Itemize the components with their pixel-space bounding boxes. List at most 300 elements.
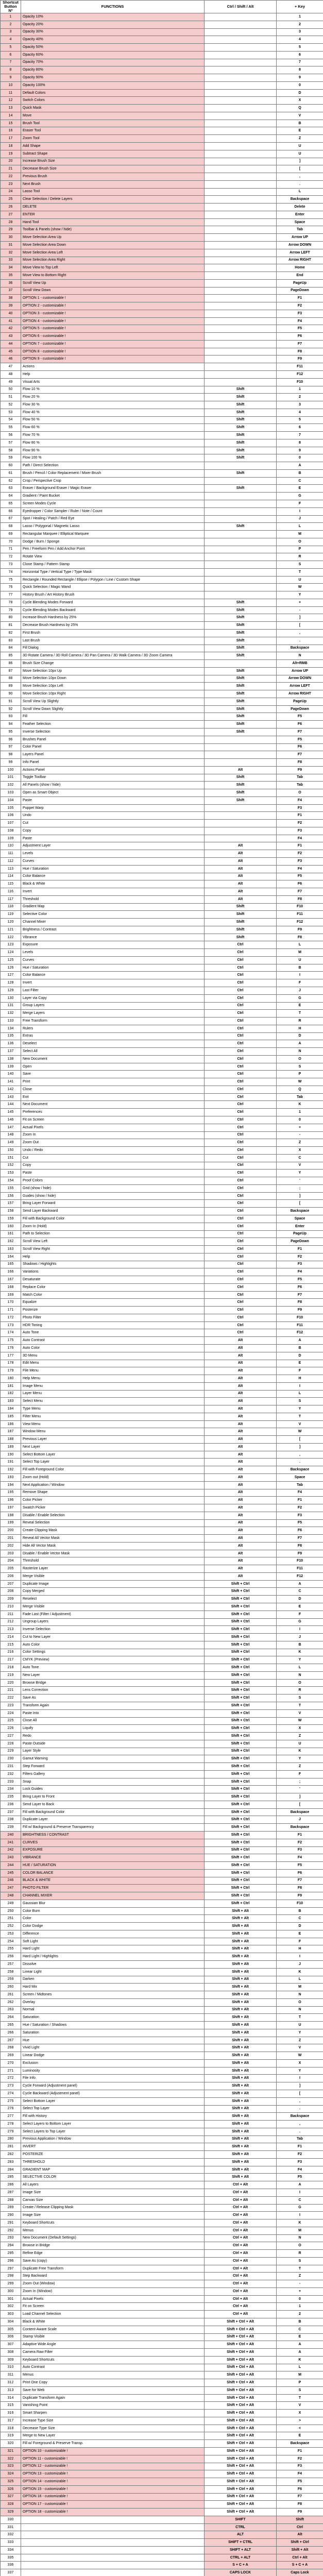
row-number: 60 [1, 462, 21, 470]
row-modifier: Shift + Ctrl [205, 1694, 277, 1702]
row-function: Create Clipping Mask [21, 1527, 205, 1535]
row-key: R [277, 1018, 323, 1025]
row-modifier: Shift [205, 386, 277, 394]
row-modifier: Shift + Alt [205, 1938, 277, 1945]
row-number: 143 [1, 1093, 21, 1101]
table-row [1, 2189, 323, 2196]
row-modifier: CTRL + ALT [205, 2554, 277, 2562]
row-function: Select Bottom Layer [21, 1451, 205, 1459]
row-key: 4 [277, 36, 323, 44]
table-row [1, 1527, 323, 1535]
row-key: PageUp [277, 698, 323, 705]
row-function: Color Balance [21, 873, 205, 880]
row-number: 61 [1, 469, 21, 477]
row-function: Linear Dodge [21, 2052, 205, 2060]
row-function: OPTION 17 - customizable ! [21, 2501, 205, 2509]
table-row [1, 1253, 323, 1261]
table-row [1, 97, 323, 105]
row-number: 64 [1, 493, 21, 500]
row-number: 11 [1, 89, 21, 97]
row-number: 109 [1, 835, 21, 842]
row-function: Fill Dialog [21, 645, 205, 652]
row-modifier: Shift + Ctrl [205, 1603, 277, 1611]
row-modifier: Alt [205, 1451, 277, 1459]
row-number: 126 [1, 964, 21, 972]
table-row [1, 2356, 323, 2364]
row-function: Lasso Tool [21, 188, 205, 196]
row-function: Move Selection Area Down [21, 241, 205, 249]
row-number: 203 [1, 1550, 21, 1557]
row-key: Z [277, 135, 323, 143]
table-row [1, 1321, 323, 1329]
row-function: Layer Style [21, 1748, 205, 1755]
row-modifier: Ctrl + Alt [205, 2311, 277, 2318]
row-number: 9 [1, 74, 21, 82]
row-function: CURVES [21, 1839, 205, 1846]
row-function: Window Menu [21, 1428, 205, 1436]
row-number: 168 [1, 1283, 21, 1291]
row-key: F4 [277, 865, 323, 873]
row-function: Reselect [21, 1596, 205, 1603]
table-row [1, 188, 323, 196]
row-key: E [277, 1603, 323, 1611]
row-key: Tab [277, 1093, 323, 1101]
row-function: Flow 10 % [21, 386, 205, 394]
row-modifier [205, 310, 277, 317]
row-modifier: Shift + Alt [205, 2174, 277, 2181]
row-modifier [205, 74, 277, 82]
row-function: Paste Outside [21, 1740, 205, 1748]
row-function: Overlay [21, 1998, 205, 2006]
table-row [1, 1671, 323, 1679]
table-row [1, 1459, 323, 1466]
table-row [1, 21, 323, 28]
row-number: 255 [1, 1945, 21, 1953]
row-modifier: Shift + Ctrl [205, 1778, 277, 1786]
table-row [1, 1991, 323, 1999]
row-function: Select Layers to Bottom Layer [21, 2121, 205, 2128]
row-number: 277 [1, 2113, 21, 2121]
row-function: Zoom In (Hold) [21, 1223, 205, 1230]
row-number: 161 [1, 1230, 21, 1238]
row-number: 144 [1, 1101, 21, 1109]
row-key: F1 [277, 1497, 323, 1504]
row-key: Backspace [277, 1824, 323, 1832]
row-function: OPTION 8 - customizable ! [21, 348, 205, 355]
row-key: J [277, 1816, 323, 1824]
row-number: 322 [1, 2455, 21, 2463]
row-number: 152 [1, 1162, 21, 1170]
row-number: 8 [1, 66, 21, 74]
table-row [1, 926, 323, 934]
row-number: 253 [1, 1930, 21, 1938]
row-number: 150 [1, 1147, 21, 1155]
row-function: Duplicate Free Transform [21, 2265, 205, 2273]
row-key: F [277, 1367, 323, 1375]
row-number: 323 [1, 2463, 21, 2470]
row-function: Help [21, 1253, 205, 1261]
row-modifier: Shift + Alt [205, 2143, 277, 2151]
row-key: Backspace [277, 196, 323, 204]
row-key: F4 [277, 2166, 323, 2174]
row-key: [ [277, 165, 323, 173]
row-function: Print [21, 1078, 205, 1086]
row-modifier: Shift + Ctrl + Alt [205, 2402, 277, 2410]
row-number: 105 [1, 804, 21, 812]
row-function: Vanishing Point [21, 2402, 205, 2410]
row-key: F [277, 500, 323, 508]
row-modifier: Ctrl [205, 1230, 277, 1238]
row-modifier: Shift + Ctrl [205, 1709, 277, 1717]
row-key: Tab [277, 1481, 323, 1489]
row-modifier: Shift [205, 789, 277, 797]
table-row [1, 447, 323, 454]
table-row [1, 287, 323, 295]
row-function: Snap [21, 1778, 205, 1786]
row-key: J [277, 1634, 323, 1641]
row-modifier: Alt [205, 1382, 277, 1390]
row-function: Paste [21, 835, 205, 842]
row-modifier [205, 127, 277, 135]
row-number: 267 [1, 2037, 21, 2044]
table-row [1, 614, 323, 622]
row-number: 180 [1, 1375, 21, 1383]
row-number: 326 [1, 2485, 21, 2493]
row-modifier: Alt [205, 1428, 277, 1436]
row-number: 283 [1, 2158, 21, 2166]
row-number: 238 [1, 1816, 21, 1824]
row-key: Backspace [277, 1466, 323, 1474]
row-function: Next Layer [21, 1443, 205, 1451]
row-key: 5 [277, 416, 323, 424]
row-function: Toggle Toolbar [21, 774, 205, 782]
row-number: 78 [1, 599, 21, 606]
row-number: 15 [1, 120, 21, 127]
row-modifier: Ctrl [205, 1101, 277, 1109]
row-function: Type Menu [21, 1405, 205, 1413]
row-number: 336 [1, 2562, 21, 2569]
row-number: 284 [1, 2166, 21, 2174]
row-function: Save for Web [21, 2386, 205, 2394]
row-key: F10 [277, 903, 323, 911]
row-modifier: Alt [205, 1550, 277, 1557]
row-function: Gaussian Blur [21, 1900, 205, 1907]
row-modifier: Shift + Ctrl [205, 1869, 277, 1877]
row-function: Variations [21, 1268, 205, 1276]
row-number: 68 [1, 523, 21, 531]
row-key: Ctrl [277, 2523, 323, 2531]
table-row [1, 211, 323, 218]
row-number: 96 [1, 736, 21, 743]
row-number: 7 [1, 59, 21, 66]
row-modifier: Alt [205, 1466, 277, 1474]
row-modifier: Alt [205, 1535, 277, 1543]
row-number: 56 [1, 432, 21, 439]
row-number: 63 [1, 485, 21, 493]
table-row [1, 2006, 323, 2014]
row-number: 132 [1, 1010, 21, 1018]
row-key: 3 [277, 28, 323, 36]
row-function: Brightness / Contrast [21, 926, 205, 934]
row-key: M [277, 531, 323, 538]
table-row [1, 2113, 323, 2121]
row-function: OPTION 5 - customizable ! [21, 325, 205, 333]
row-key: ' [277, 1177, 323, 1185]
row-modifier: Alt [205, 1557, 277, 1565]
row-key: O [277, 1679, 323, 1687]
row-key: Z [277, 1733, 323, 1740]
table-row [1, 1170, 323, 1177]
row-key: Backspace [277, 2440, 323, 2448]
row-modifier [205, 827, 277, 835]
row-key: I [277, 507, 323, 515]
row-modifier: SHIFT + CTRL [205, 2539, 277, 2547]
table-row [1, 911, 323, 919]
table-row [1, 667, 323, 675]
row-modifier: Ctrl + Alt [205, 2234, 277, 2242]
row-key: N [277, 652, 323, 660]
row-modifier: Shift + Ctrl + Alt [205, 2501, 277, 2509]
row-key: - [277, 1131, 323, 1139]
row-key: F3 [277, 2463, 323, 2470]
row-function: Filters Gallery [21, 1770, 205, 1778]
row-key: End [277, 272, 323, 280]
row-key: U [277, 150, 323, 158]
row-key: F4 [277, 1489, 323, 1497]
row-function: Vibrance [21, 934, 205, 941]
row-modifier [205, 59, 277, 66]
row-number: 147 [1, 1124, 21, 1131]
row-function: Redo [21, 1733, 205, 1740]
row-function: Zoom out (Hold) [21, 1474, 205, 1482]
row-function: Fill w/ Foreground & Preserve Transp. [21, 2440, 205, 2448]
row-function: Flow 100 % [21, 454, 205, 462]
row-function: Match Color [21, 1291, 205, 1299]
row-modifier: ALT [205, 2531, 277, 2539]
row-key: G [277, 994, 323, 1002]
row-number: 294 [1, 2242, 21, 2250]
row-key: ; [277, 1778, 323, 1786]
row-modifier: Shift [205, 934, 277, 941]
table-row [1, 1215, 323, 1223]
row-modifier: Shift + Ctrl [205, 1679, 277, 1687]
row-key: 9 [277, 74, 323, 82]
row-key: F10 [277, 1557, 323, 1565]
table-row [1, 370, 323, 378]
row-number: 80 [1, 614, 21, 622]
row-modifier [205, 279, 277, 287]
row-function: Color Burn [21, 1907, 205, 1915]
row-number: 24 [1, 188, 21, 196]
row-modifier: Shift [205, 637, 277, 645]
table-row [1, 645, 323, 652]
row-key: S [277, 1063, 323, 1071]
row-key: F10 [277, 1900, 323, 1907]
row-function: BLACK & WHITE [21, 1877, 205, 1885]
table-row [1, 2509, 323, 2516]
table-row [1, 2174, 323, 2181]
row-key: . [277, 2128, 323, 2136]
row-number: 206 [1, 1572, 21, 1580]
row-key: F3 [277, 1512, 323, 1519]
row-modifier: Shift [205, 774, 277, 782]
row-key: N [277, 2006, 323, 2014]
row-key: F8 [277, 1885, 323, 1892]
row-modifier: Shift + Ctrl + Alt [205, 2349, 277, 2357]
row-function: Opacity 60% [21, 51, 205, 59]
row-key: I [277, 2212, 323, 2219]
row-key: PageDown [277, 705, 323, 713]
table-row [1, 1413, 323, 1420]
row-function: Quick Selection / Magic Wand [21, 584, 205, 591]
row-modifier: Shift + Ctrl [205, 1618, 277, 1626]
row-key: O [277, 2242, 323, 2250]
row-function: EXPOSURE [21, 1846, 205, 1854]
row-modifier: Shift [205, 424, 277, 432]
row-function: Puppet Warp [21, 804, 205, 812]
row-function: Liquify [21, 1725, 205, 1733]
row-number: 76 [1, 584, 21, 591]
row-function: Path to Selection [21, 1230, 205, 1238]
table-row [1, 2303, 323, 2311]
table-row [1, 1717, 323, 1725]
table-row [1, 941, 323, 949]
row-function: Color [21, 1915, 205, 1923]
row-key: S [277, 561, 323, 569]
table-row [1, 1367, 323, 1375]
row-modifier: Alt [205, 1405, 277, 1413]
row-modifier: Ctrl [205, 1329, 277, 1337]
table-row [1, 523, 323, 531]
table-row [1, 1337, 323, 1345]
table-row [1, 660, 323, 668]
table-row [1, 2478, 323, 2486]
table-row [1, 1291, 323, 1299]
row-number: 67 [1, 515, 21, 523]
row-key: H [277, 1375, 323, 1383]
row-number: 19 [1, 150, 21, 158]
row-modifier: Shift + Alt [205, 1961, 277, 1969]
table-row [1, 2265, 323, 2273]
table-row [1, 127, 323, 135]
row-number: 226 [1, 1725, 21, 1733]
row-modifier [205, 226, 277, 234]
table-row [1, 310, 323, 317]
row-function: Cut to New Layer [21, 1634, 205, 1641]
row-number: 233 [1, 1778, 21, 1786]
row-function: File Info [21, 2075, 205, 2082]
row-number: 135 [1, 1032, 21, 1040]
row-number: 23 [1, 180, 21, 188]
row-key: F7 [277, 340, 323, 348]
row-key: 0 [277, 2295, 323, 2303]
row-modifier: Ctrl [205, 994, 277, 1002]
table-row [1, 568, 323, 576]
row-number: 115 [1, 880, 21, 888]
row-function: Actions Panel [21, 766, 205, 774]
row-modifier [205, 150, 277, 158]
row-function: Fill with Background Color [21, 1215, 205, 1223]
row-function: Fill w/ Background & Preserve Transparency [21, 1824, 205, 1832]
row-modifier [205, 751, 277, 759]
row-key: Y [277, 591, 323, 599]
row-key: 2 [277, 394, 323, 401]
row-number: 290 [1, 2212, 21, 2219]
row-number: 321 [1, 2448, 21, 2455]
row-modifier [205, 36, 277, 44]
row-number: 3 [1, 28, 21, 36]
row-function: Last Filter [21, 987, 205, 995]
row-key: L [277, 188, 323, 196]
row-key: N [277, 1671, 323, 1679]
row-key: S [277, 1694, 323, 1702]
row-key: X [277, 2059, 323, 2067]
row-number: 81 [1, 622, 21, 630]
row-key: F [277, 1770, 323, 1778]
row-key: F10 [277, 378, 323, 386]
row-number: 191 [1, 1459, 21, 1466]
table-row [1, 1071, 323, 1078]
row-number: 107 [1, 820, 21, 827]
table-row [1, 1512, 323, 1519]
row-number: 136 [1, 1040, 21, 1048]
row-function: Keyboard Shortcuts [21, 2219, 205, 2227]
row-key: N [277, 1048, 323, 1056]
row-number: 273 [1, 2082, 21, 2090]
row-key: F6 [277, 1527, 323, 1535]
row-key: Caps Lock [277, 2569, 323, 2576]
row-number: 40 [1, 310, 21, 317]
table-row [1, 1603, 323, 1611]
row-modifier: Shift [205, 721, 277, 728]
row-modifier: Ctrl [205, 1170, 277, 1177]
row-function: Save As [21, 1694, 205, 1702]
row-modifier: Shift [205, 667, 277, 675]
row-key: F8 [277, 2501, 323, 2509]
row-number: 108 [1, 827, 21, 835]
table-row [1, 1580, 323, 1588]
row-function: New Layer [21, 1671, 205, 1679]
table-row [1, 28, 323, 36]
row-function: Actual Pixels [21, 1124, 205, 1131]
row-function: Menus [21, 2227, 205, 2234]
row-number: 274 [1, 2090, 21, 2098]
row-key: F7 [277, 888, 323, 896]
row-modifier: Shift + Ctrl + Alt [205, 2379, 277, 2387]
table-row [1, 2463, 323, 2470]
table-row [1, 2341, 323, 2349]
row-number: 197 [1, 1504, 21, 1512]
table-row [1, 2432, 323, 2440]
row-number: 38 [1, 295, 21, 302]
table-row [1, 2394, 323, 2402]
row-modifier [205, 13, 277, 21]
table-row [1, 120, 323, 127]
table-row [1, 150, 323, 158]
table-row [1, 1276, 323, 1284]
table-row [1, 1116, 323, 1124]
row-number: 190 [1, 1451, 21, 1459]
table-row [1, 485, 323, 493]
row-modifier: Shift + Alt [205, 2082, 277, 2090]
row-modifier: Alt [205, 1360, 277, 1367]
table-row [1, 241, 323, 249]
row-modifier: Shift + Ctrl + Alt [205, 2364, 277, 2371]
row-key: PageUp [277, 279, 323, 287]
row-function: Cycle Blending Modes Forward [21, 599, 205, 606]
row-number: 324 [1, 2470, 21, 2478]
row-modifier: Shift + Ctrl [205, 1596, 277, 1603]
